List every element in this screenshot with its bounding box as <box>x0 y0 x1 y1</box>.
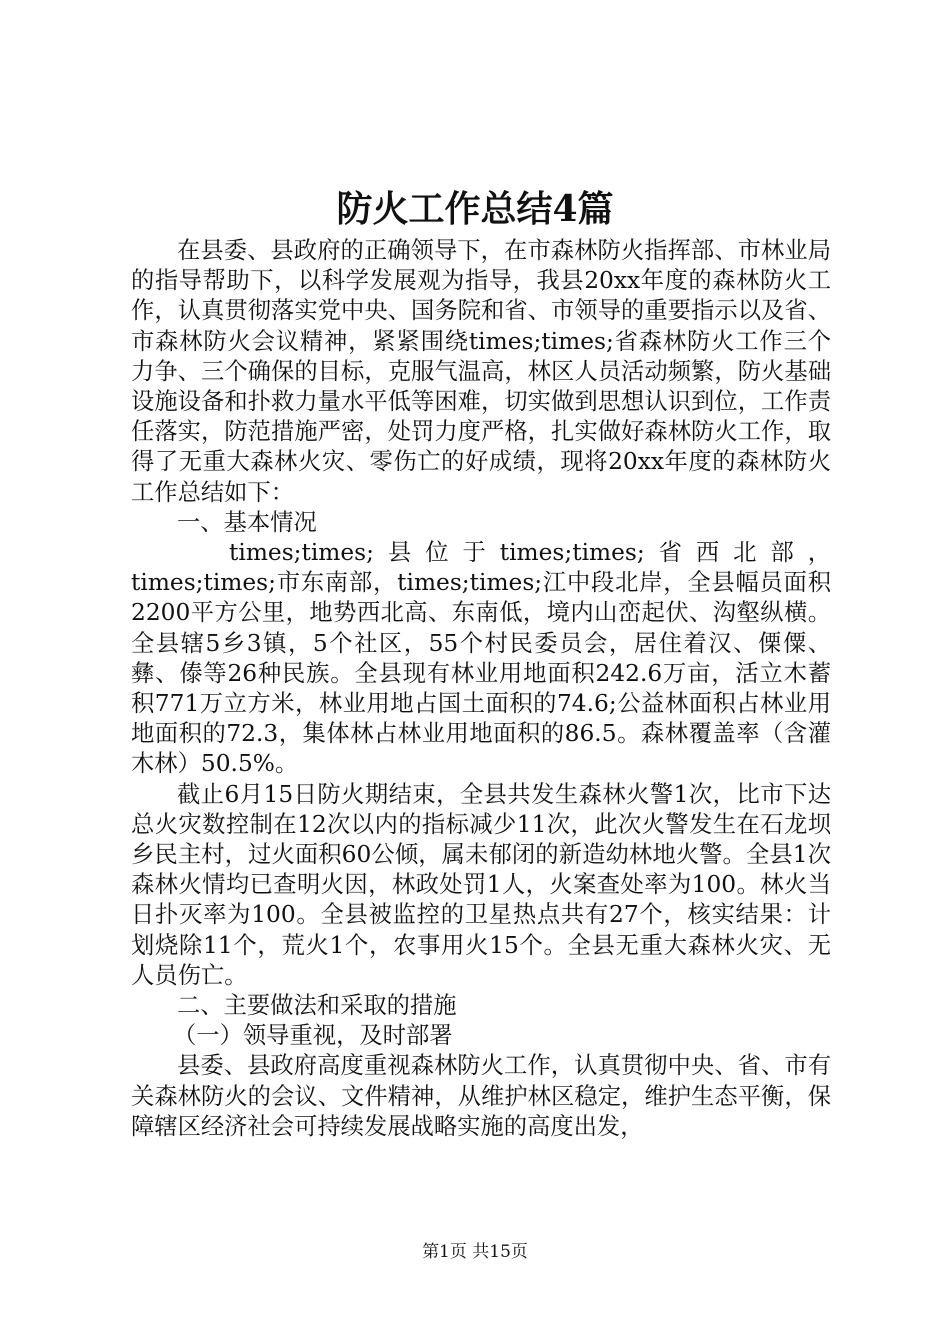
document-body <box>131 236 831 1142</box>
subsection-heading-leadership: （一）领导重视，及时部署 <box>173 1022 453 1050</box>
paragraph-fire-statistics: 截止6月15日防火期结束，全县共发生森林火警1次，比市下达总火灾数控制在12次以内的指标减少11次，此次火警发生在石龙坝乡民主村，过火面积60公倾，属未郁闭的新造幼林地火警。全县1次森林火情均已查明火因，林政处罚1人，火案查处率为100。林火当日扑灭率为100。全县被监控的卫星热点共有27个，核实结果：计划烧除11个，荒火1个，农事用火15个。全县无重大森林火灾、无人员伤亡。 <box>131 780 831 989</box>
page-title: 防火工作总结4篇 <box>336 188 614 230</box>
paragraph-leadership: 县委、县政府高度重视森林防火工作，认真贯彻中央、省、市有关森林防火的会议、文件精神，从维护林区稳定，维护生态平衡，保障辖区经济社会可持续发展战略实施的高度出发， <box>131 1052 831 1140</box>
paragraph-county-overview: times;times;县位于times;times;省西北部，times;times;市东南部，times;times;江中段北岸，全县幅员面积2200平方公里，地势西北高、东南低，境内山峦起伏、沟壑纵横。全县辖5乡3镇，5个社区，55个村民委员会，居住着汉、傈僳、彝、傣等26种民族。全县现有林业用地面积242.6万亩，活立木蓄积771万立方米，林业用地占国土面积的74.6;公益林面积占林业用地面积的72.3，集体林占林业用地面积的86.5。森林覆盖率（含灌木林）50.5%。 <box>131 539 831 778</box>
section-heading-main-measures: 二、主要做法和采取的措施 <box>177 992 457 1020</box>
page-footer: 第1页 共15页 <box>422 1242 528 1262</box>
paragraph-intro: 在县委、县政府的正确领导下，在市森林防火指挥部、市林业局的指导帮助下，以科学发展观为指导，我县20xx年度的森林防火工作，认真贯彻落实党中央、国务院和省、市领导的重要指示以及省、市森林防火会议精神，紧紧围绕times;times;省森林防火工作三个力争、三个确保的目标，克服气温高，林区人员活动频繁，防火基础设施设备和扑救力量水平低等困难，切实做到思想认识到位，工作责任落实，防范措施严密，处罚力度严格，扎实做好森林防火工作，取得了无重大森林火灾、零伤亡的好成绩，现将20xx年度的森林防火工作总结如下： <box>131 237 831 506</box>
section-heading-basic-situation: 一、基本情况 <box>177 508 317 536</box>
